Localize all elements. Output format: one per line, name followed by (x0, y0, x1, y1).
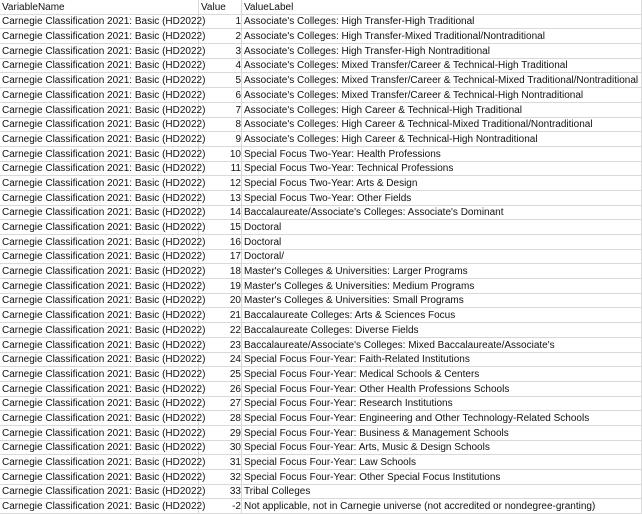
table-row (0, 337, 642, 352)
cell-variable-name[interactable]: Carnegie Classification 2021: Basic (HD2022) (0, 293, 199, 308)
cell-value[interactable]: 27 (199, 396, 242, 411)
cell-value[interactable]: 10 (199, 146, 242, 161)
cell-value-label[interactable]: Special Focus Four-Year: Research Institutions (242, 396, 642, 411)
table-row (0, 132, 642, 147)
table-row (0, 190, 642, 205)
cell-variable-name[interactable]: Carnegie Classification 2021: Basic (HD2022) (0, 205, 199, 220)
cell-value[interactable]: 22 (199, 323, 242, 338)
cell-value-label[interactable]: Baccalaureate/Associate's Colleges: Mixed Baccalaureate/Associate's (242, 337, 642, 352)
table-row (0, 102, 642, 117)
cell-value[interactable]: 11 (199, 161, 242, 176)
cell-value[interactable]: 20 (199, 293, 242, 308)
cell-value-label[interactable]: Special Focus Two-Year: Technical Professions (242, 161, 642, 176)
cell-value-label[interactable]: Associate's Colleges: High Career & Technical-High Nontraditional (242, 132, 642, 147)
cell-variable-name[interactable]: Carnegie Classification 2021: Basic (HD2022) (0, 425, 199, 440)
cell-variable-name[interactable]: Carnegie Classification 2021: Basic (HD2022) (0, 44, 199, 59)
cell-value-label[interactable]: Special Focus Two-Year: Arts & Design (242, 176, 642, 191)
cell-value-label[interactable]: Special Focus Four-Year: Faith-Related Institutions (242, 352, 642, 367)
cell-value-label[interactable]: Not applicable, not in Carnegie universe (not accredited or nondegree-granting) (242, 499, 642, 514)
cell-value[interactable]: 26 (199, 381, 242, 396)
cell-value[interactable]: 29 (199, 425, 242, 440)
cell-value[interactable]: 28 (199, 411, 242, 426)
table-row (0, 470, 642, 485)
cell-value-label[interactable]: Baccalaureate/Associate's Colleges: Associate's Dominant (242, 205, 642, 220)
cell-value[interactable]: 12 (199, 176, 242, 191)
cell-value-label[interactable]: Special Focus Two-Year: Health Professions (242, 146, 642, 161)
cell-variable-name[interactable]: Carnegie Classification 2021: Basic (HD2022) (0, 117, 199, 132)
cell-variable-name[interactable]: Carnegie Classification 2021: Basic (HD2022) (0, 102, 199, 117)
cell-value-label[interactable]: Master's Colleges & Universities: Larger Programs (242, 264, 642, 279)
table-row (0, 352, 642, 367)
cell-variable-name[interactable]: Carnegie Classification 2021: Basic (HD2022) (0, 235, 199, 250)
header-cell-value-label[interactable]: ValueLabel (242, 0, 642, 14)
cell-value-label[interactable]: Associate's Colleges: High Career & Technical-High Traditional (242, 102, 642, 117)
cell-variable-name[interactable]: Carnegie Classification 2021: Basic (HD2022) (0, 499, 199, 514)
table-row (0, 88, 642, 103)
cell-value[interactable]: 32 (199, 470, 242, 485)
cell-variable-name[interactable]: Carnegie Classification 2021: Basic (HD2022) (0, 220, 199, 235)
cell-variable-name[interactable]: Carnegie Classification 2021: Basic (HD2022) (0, 176, 199, 191)
cell-variable-name[interactable]: Carnegie Classification 2021: Basic (HD2022) (0, 14, 199, 29)
cell-value-label[interactable]: Special Focus Four-Year: Medical Schools & Centers (242, 367, 642, 382)
table-row (0, 29, 642, 44)
cell-variable-name[interactable]: Carnegie Classification 2021: Basic (HD2022) (0, 455, 199, 470)
cell-value-label[interactable]: Special Focus Four-Year: Arts, Music & Design Schools (242, 440, 642, 455)
table-row (0, 396, 642, 411)
table-row (0, 367, 642, 382)
table-row (0, 73, 642, 88)
cell-variable-name[interactable]: Carnegie Classification 2021: Basic (HD2022) (0, 396, 199, 411)
table-row (0, 323, 642, 338)
cell-value-label[interactable]: Doctoral (242, 235, 642, 250)
table-row (0, 220, 642, 235)
table-row (0, 161, 642, 176)
cell-value-label[interactable]: Special Focus Four-Year: Law Schools (242, 455, 642, 470)
cell-variable-name[interactable]: Carnegie Classification 2021: Basic (HD2022) (0, 29, 199, 44)
cell-value[interactable]: 6 (199, 88, 242, 103)
cell-variable-name[interactable]: Carnegie Classification 2021: Basic (HD2022) (0, 73, 199, 88)
cell-value-label[interactable]: Associate's Colleges: High Transfer-High Nontraditional (242, 44, 642, 59)
cell-variable-name[interactable]: Carnegie Classification 2021: Basic (HD2022) (0, 249, 199, 264)
table-row (0, 264, 642, 279)
cell-value-label[interactable]: Special Focus Four-Year: Business & Management Schools (242, 425, 642, 440)
cell-value[interactable]: 14 (199, 205, 242, 220)
cell-value[interactable]: 18 (199, 264, 242, 279)
cell-variable-name[interactable]: Carnegie Classification 2021: Basic (HD2022) (0, 146, 199, 161)
cell-variable-name[interactable]: Carnegie Classification 2021: Basic (HD2022) (0, 279, 199, 294)
cell-variable-name[interactable]: Carnegie Classification 2021: Basic (HD2022) (0, 411, 199, 426)
cell-variable-name[interactable]: Carnegie Classification 2021: Basic (HD2022) (0, 381, 199, 396)
cell-value[interactable]: 21 (199, 308, 242, 323)
table-row (0, 235, 642, 250)
cell-value-label[interactable]: Associate's Colleges: Mixed Transfer/Career & Technical-High Traditional (242, 58, 642, 73)
cell-value-label[interactable]: Master's Colleges & Universities: Medium Programs (242, 279, 642, 294)
cell-value-label[interactable]: Associate's Colleges: High Career & Technical-Mixed Traditional/Nontraditional (242, 117, 642, 132)
cell-variable-name[interactable]: Carnegie Classification 2021: Basic (HD2022) (0, 58, 199, 73)
cell-value-label[interactable]: Master's Colleges & Universities: Small Programs (242, 293, 642, 308)
cell-value-label[interactable]: Doctoral/ (242, 249, 642, 264)
cell-variable-name[interactable]: Carnegie Classification 2021: Basic (HD2022) (0, 308, 199, 323)
cell-value-label[interactable]: Associate's Colleges: Mixed Transfer/Career & Technical-High Nontraditional (242, 88, 642, 103)
cell-value-label[interactable]: Special Focus Two-Year: Other Fields (242, 190, 642, 205)
table-row (0, 425, 642, 440)
cell-value[interactable]: 31 (199, 455, 242, 470)
cell-variable-name[interactable]: Carnegie Classification 2021: Basic (HD2022) (0, 264, 199, 279)
cell-value[interactable]: 8 (199, 117, 242, 132)
cell-variable-name[interactable]: Carnegie Classification 2021: Basic (HD2022) (0, 484, 199, 499)
cell-variable-name[interactable]: Carnegie Classification 2021: Basic (HD2022) (0, 132, 199, 147)
cell-variable-name[interactable]: Carnegie Classification 2021: Basic (HD2022) (0, 470, 199, 485)
table-row (0, 176, 642, 191)
cell-value[interactable]: 23 (199, 337, 242, 352)
table-row (0, 440, 642, 455)
cell-value-label[interactable]: Doctoral (242, 220, 642, 235)
cell-value[interactable]: 17 (199, 249, 242, 264)
table-row (0, 455, 642, 470)
table-row (0, 249, 642, 264)
table-row (0, 499, 642, 514)
cell-value-label[interactable]: Baccalaureate Colleges: Arts & Sciences Focus (242, 308, 642, 323)
cell-variable-name[interactable]: Carnegie Classification 2021: Basic (HD2022) (0, 161, 199, 176)
cell-value-label[interactable]: Special Focus Four-Year: Other Special Focus Institutions (242, 470, 642, 485)
header-cell-variable-name[interactable]: VariableName (0, 0, 199, 14)
table-row (0, 411, 642, 426)
cell-value-label[interactable]: Special Focus Four-Year: Engineering and Other Technology-Related Schools (242, 411, 642, 426)
cell-value[interactable]: 2 (199, 29, 242, 44)
table-row (0, 117, 642, 132)
cell-value[interactable]: 33 (199, 484, 242, 499)
table-row (0, 293, 642, 308)
table-row (0, 14, 642, 29)
cell-value[interactable]: 4 (199, 58, 242, 73)
cell-value[interactable]: 9 (199, 132, 242, 147)
table-row (0, 44, 642, 59)
header-row (0, 0, 642, 14)
table-row (0, 484, 642, 499)
cell-value[interactable]: 1 (199, 14, 242, 29)
cell-variable-name[interactable]: Carnegie Classification 2021: Basic (HD2022) (0, 337, 199, 352)
cell-value[interactable]: 3 (199, 44, 242, 59)
cell-value[interactable]: 7 (199, 102, 242, 117)
cell-value[interactable]: 19 (199, 279, 242, 294)
cell-value[interactable]: 13 (199, 190, 242, 205)
cell-variable-name[interactable]: Carnegie Classification 2021: Basic (HD2022) (0, 323, 199, 338)
cell-value[interactable]: 15 (199, 220, 242, 235)
table-row (0, 279, 642, 294)
cell-value-label[interactable]: Baccalaureate Colleges: Diverse Fields (242, 323, 642, 338)
table-row (0, 381, 642, 396)
table-row (0, 308, 642, 323)
cell-value[interactable]: 5 (199, 73, 242, 88)
cell-value[interactable]: -2 (199, 499, 242, 514)
cell-value[interactable]: 16 (199, 235, 242, 250)
cell-variable-name[interactable]: Carnegie Classification 2021: Basic (HD2022) (0, 352, 199, 367)
cell-value[interactable]: 24 (199, 352, 242, 367)
table-row (0, 205, 642, 220)
cell-value-label[interactable]: Tribal Colleges (242, 484, 642, 499)
cell-variable-name[interactable]: Carnegie Classification 2021: Basic (HD2022) (0, 88, 199, 103)
cell-value-label[interactable]: Associate's Colleges: Mixed Transfer/Career & Technical-Mixed Traditional/Nontraditional (242, 73, 642, 88)
cell-variable-name[interactable]: Carnegie Classification 2021: Basic (HD2022) (0, 440, 199, 455)
cell-value-label[interactable]: Associate's Colleges: High Transfer-Mixed Traditional/Nontraditional (242, 29, 642, 44)
cell-value[interactable]: 30 (199, 440, 242, 455)
header-cell-value[interactable]: Value (199, 0, 242, 14)
table-row (0, 58, 642, 73)
cell-variable-name[interactable]: Carnegie Classification 2021: Basic (HD2022) (0, 367, 199, 382)
cell-variable-name[interactable]: Carnegie Classification 2021: Basic (HD2022) (0, 190, 199, 205)
cell-value[interactable]: 25 (199, 367, 242, 382)
table-row (0, 146, 642, 161)
cell-value-label[interactable]: Associate's Colleges: High Transfer-High Traditional (242, 14, 642, 29)
cell-value-label[interactable]: Special Focus Four-Year: Other Health Professions Schools (242, 381, 642, 396)
